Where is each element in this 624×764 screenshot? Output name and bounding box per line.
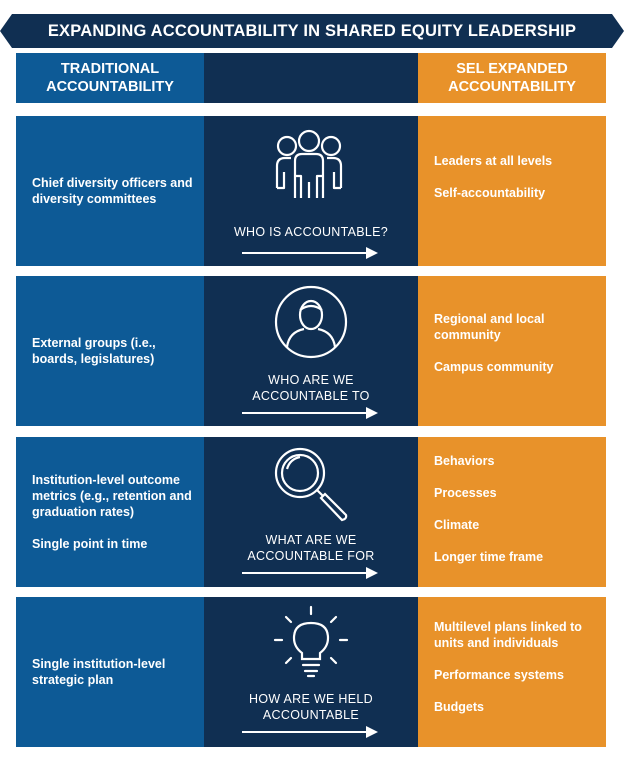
- row-1-question-line: WHO IS ACCOUNTABLE?: [233, 225, 389, 239]
- row-3-expanded-item: Longer time frame: [434, 550, 544, 564]
- row-4-expanded-item: Performance systems: [434, 668, 564, 682]
- row-3-traditional-item: Institution-level outcome metrics (e.g., retention and graduation rates): [32, 473, 192, 519]
- row-1-traditional-item: Chief diversity officers and diversity committees: [32, 176, 193, 206]
- lightbulb-icon: [271, 605, 351, 681]
- person-icon: [273, 284, 349, 360]
- row-3-expanded-item: Behaviors: [434, 454, 495, 468]
- row-1-expanded-item: Self-accountability: [434, 186, 546, 200]
- header-expanded-line1: SEL EXPANDED: [456, 61, 568, 77]
- header-traditional-line2: ACCOUNTABILITY: [46, 79, 174, 95]
- header-traditional-line1: TRADITIONAL: [60, 61, 160, 77]
- row-1-expanded: [418, 116, 606, 266]
- row-1-expanded-item: Leaders at all levels: [434, 154, 553, 168]
- row-2-expanded-item: Campus community: [434, 360, 554, 374]
- people-icon: [269, 130, 349, 200]
- row-4-expanded-item: Budgets: [434, 700, 484, 714]
- row-4-question: [204, 691, 418, 723]
- row-1-traditional: [16, 116, 204, 266]
- row-3-question-line: WHAT ARE WE: [265, 533, 357, 547]
- magnifier-icon: [270, 443, 350, 523]
- row-3-question-line: ACCOUNTABLE FOR: [247, 549, 375, 563]
- header-expanded: [418, 53, 606, 103]
- row-2-question-line: ACCOUNTABLE TO: [252, 389, 370, 403]
- arrow-icon: [242, 725, 382, 739]
- header-expanded-line2: ACCOUNTABILITY: [448, 79, 576, 95]
- row-3-traditional: [16, 437, 204, 587]
- header-center: [204, 53, 418, 103]
- arrow-icon: [242, 246, 382, 260]
- row-4-expanded: [418, 597, 606, 747]
- row-2-expanded: [418, 276, 606, 426]
- header-traditional: [16, 53, 204, 103]
- arrow-icon: [242, 566, 382, 580]
- row-4-traditional: [16, 597, 204, 747]
- page-title: EXPANDING ACCOUNTABILITY IN SHARED EQUITY LEADERSHIP: [47, 21, 577, 40]
- row-1-question: [204, 224, 418, 240]
- row-4-traditional-item: Single institution-level strategic plan: [32, 657, 166, 687]
- row-2-traditional: [16, 276, 204, 426]
- row-4-expanded-item: Multilevel plans linked to units and individuals: [434, 620, 582, 650]
- row-2-expanded-item: Regional and local community: [434, 312, 545, 342]
- row-2-traditional-item: External groups (i.e., boards, legislatures): [32, 336, 156, 366]
- row-3-expanded-item: Processes: [434, 486, 497, 500]
- row-2-question: [204, 372, 418, 404]
- row-4-question-line: ACCOUNTABLE: [262, 708, 360, 722]
- row-3-expanded: [418, 437, 606, 587]
- row-3-traditional-item: Single point in time: [32, 537, 148, 551]
- row-3-question: [204, 532, 418, 564]
- row-2-question-line: WHO ARE WE: [268, 373, 354, 387]
- row-4-question-line: HOW ARE WE HELD: [249, 692, 373, 706]
- arrow-icon: [242, 406, 382, 420]
- row-3-expanded-item: Climate: [434, 518, 480, 532]
